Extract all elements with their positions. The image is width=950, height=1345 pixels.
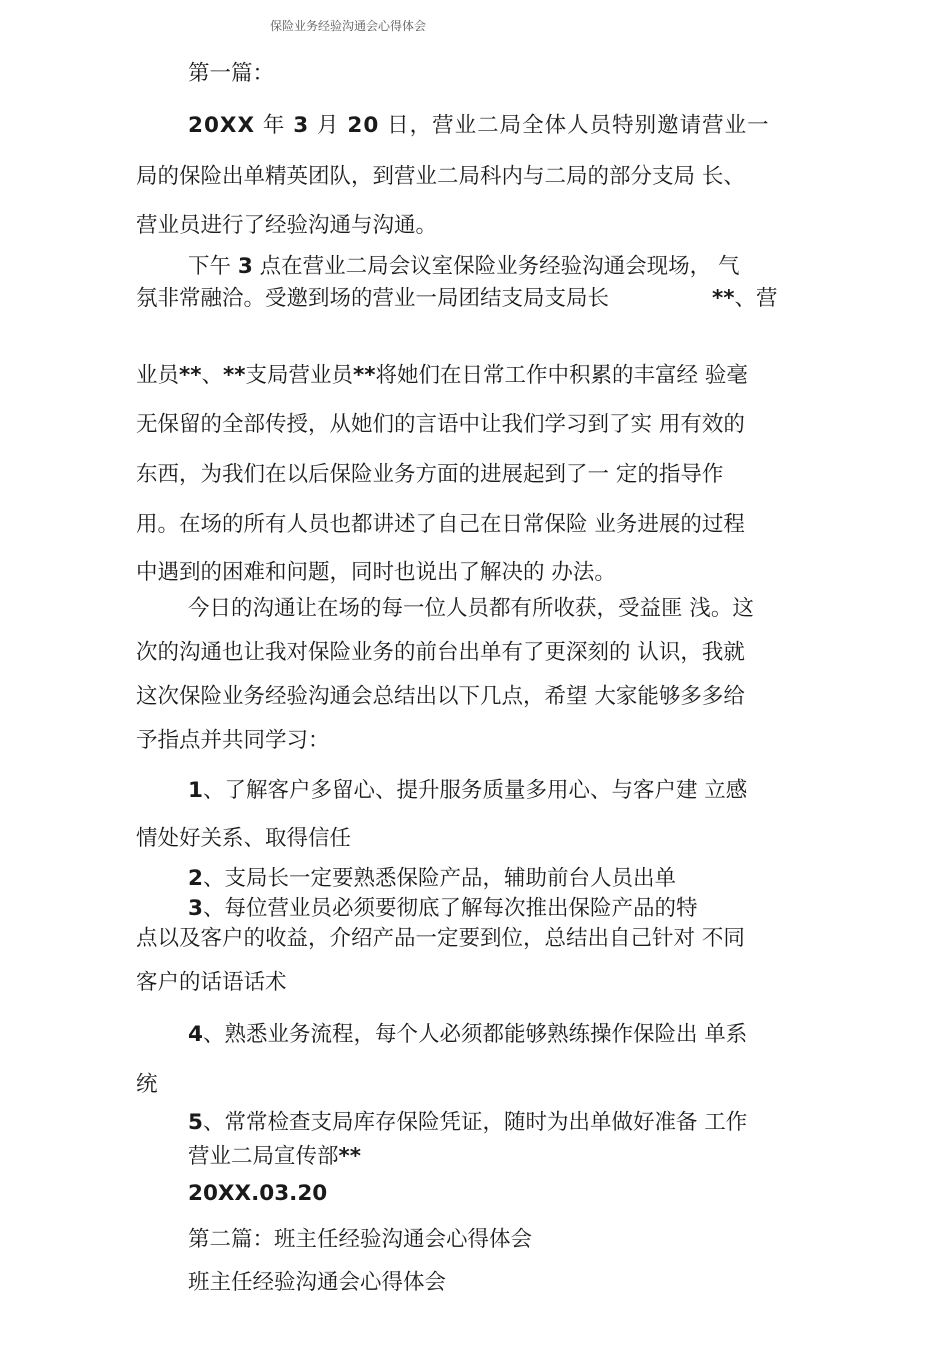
list-item: 客户的话语话术 <box>136 970 287 995</box>
signature-date: 20XX.03.20 <box>188 1181 328 1206</box>
paragraph-line: 用。在场的所有人员也都讲述了自己在日常保险 业务进展的过程 <box>136 512 745 537</box>
paragraph-line: 无保留的全部传授，从她们的言语中让我们学习到了实 用有效的 <box>136 412 745 437</box>
section-subtitle: 班主任经验沟通会心得体会 <box>188 1270 447 1295</box>
paragraph-line: 营业员进行了经验沟通与沟通。 <box>136 213 438 238</box>
page-header: 保险业务经验沟通会心得体会 <box>270 19 427 33</box>
paragraph-line: 中遇到的困难和问题，同时也说出了解决的 办法。 <box>136 560 616 585</box>
paragraph-line: 业员**、**支局营业员**将她们在日常工作中积累的丰富经 验毫 <box>136 363 748 388</box>
list-item: 点以及客户的收益，介绍产品一定要到位，总结出自己针对 不同 <box>136 926 745 951</box>
paragraph-line: 20XX 年 3 月 20 日，营业二局全体人员特别邀请营业一 <box>188 113 770 138</box>
paragraph-line: 予指点并共同学习： <box>136 728 330 753</box>
paragraph-line: **、营 <box>712 286 778 311</box>
list-item: 5、常常检查支局库存保险凭证，随时为出单做好准备 工作 <box>188 1110 748 1135</box>
section-title-1: 第一篇： <box>188 61 275 86</box>
paragraph-line: 这次保险业务经验沟通会总结出以下几点，希望 大家能够多多给 <box>136 684 745 709</box>
paragraph-line: 局的保险出单精英团队，到营业二局科内与二局的部分支局 长、 <box>136 164 745 189</box>
section-title-2: 第二篇：班主任经验沟通会心得体会 <box>188 1227 533 1252</box>
list-item: 情处好关系、取得信任 <box>136 826 352 851</box>
paragraph-line: 下午 3 点在营业二局会议室保险业务经验沟通会现场， 气 <box>188 254 740 279</box>
list-item: 3、每位营业员必须要彻底了解每次推出保险产品的特 <box>188 896 698 921</box>
list-item: 4、熟悉业务流程，每个人必须都能够熟练操作保险出 单系 <box>188 1022 748 1047</box>
paragraph-line: 东西，为我们在以后保险业务方面的进展起到了一 定的指导作 <box>136 462 724 487</box>
list-item: 2、支局长一定要熟悉保险产品，辅助前台人员出单 <box>188 866 676 891</box>
paragraph-line: 今日的沟通让在场的每一位人员都有所收获，受益匪 浅。这 <box>188 596 754 621</box>
list-item: 统 <box>136 1072 158 1097</box>
signature-dept: 营业二局宣传部** <box>188 1144 362 1169</box>
paragraph-line: 次的沟通也让我对保险业务的前台出单有了更深刻的 认识，我就 <box>136 640 745 665</box>
paragraph-line: 氛非常融洽。受邀到场的营业一局团结支局支局长 <box>136 286 610 311</box>
list-item: 1、了解客户多留心、提升服务质量多用心、与客户建 立感 <box>188 778 748 803</box>
